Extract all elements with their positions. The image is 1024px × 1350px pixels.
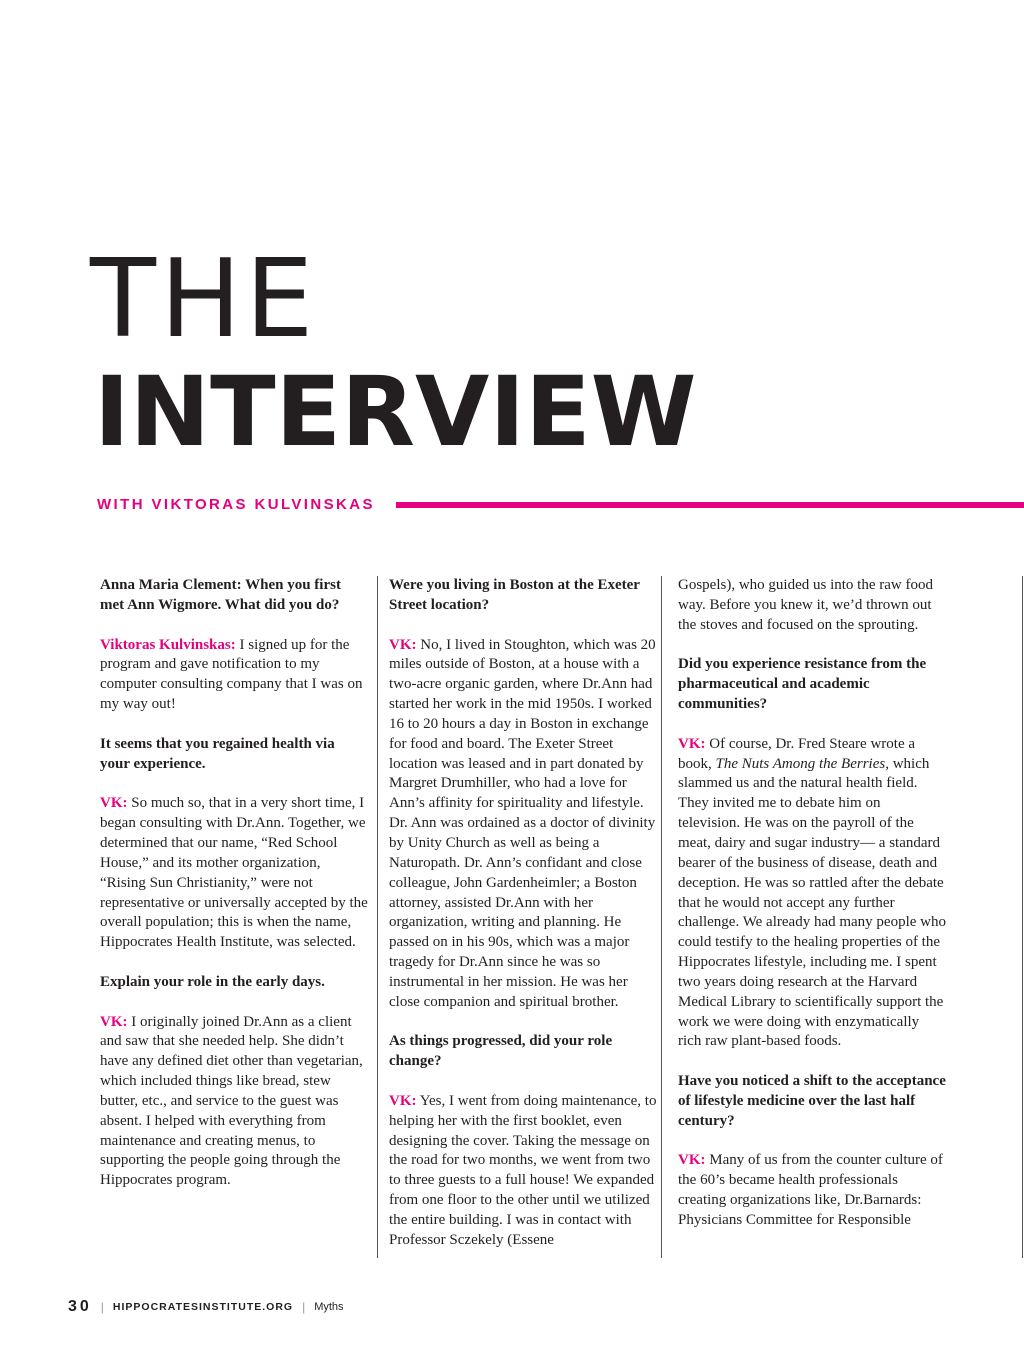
subtitle: WITH VIKTORAS KULVINSKAS <box>97 496 375 513</box>
question: Have you noticed a shift to the acceptance of lifestyle medicine over the last half century? <box>678 1073 946 1129</box>
question: As things progressed, did your role change? <box>389 1033 613 1070</box>
speaker-label: VK: <box>678 735 706 752</box>
page-number: 30 <box>68 1298 92 1315</box>
question: Were you living in Boston at the Exeter Street location? <box>389 577 640 613</box>
speaker-label: VK: <box>389 636 417 653</box>
question: Explain your role in the early days. <box>100 973 325 990</box>
column-divider <box>377 576 378 1258</box>
page-footer <box>68 1298 344 1316</box>
column-2 <box>389 576 657 1271</box>
answer <box>100 636 368 715</box>
speaker-label: VK: <box>678 1152 706 1169</box>
answer-text: Yes, I went from doing maintenance, to helping her with the first booklet, even designing the cover. Taking the message on the road for two months, we went from two to three guests to a full house! We expanded from one floor to the other until we utilized the entire building. I was in contact with Professor Sczekely (Essene <box>389 1092 657 1248</box>
question: Did you experience resistance from the pharmaceutical and academic communities? <box>678 656 927 713</box>
column-divider <box>1022 576 1023 1258</box>
answer-text: Of course, Dr. Fred Steare wrote a book, <box>678 735 916 772</box>
footer-separator: | <box>100 1300 104 1314</box>
accent-rule <box>396 502 1024 508</box>
speaker-label: VK: <box>100 795 128 812</box>
answer <box>678 1151 946 1230</box>
speaker-label: VK: <box>389 1092 417 1109</box>
answer-text: I signed up for the program and gave notification to my computer consulting company that I was on my way out! <box>100 636 363 713</box>
column-divider <box>661 576 662 1258</box>
title-interview: INTERVIEW <box>94 356 697 468</box>
footer-separator: | <box>302 1300 306 1314</box>
answer <box>389 1092 657 1251</box>
site-link[interactable]: HIPPOCRATESINSTITUTE.ORG <box>112 1301 294 1313</box>
answer <box>389 636 657 1013</box>
speaker-label: VK: <box>100 1013 128 1030</box>
question: It seems that you regained health via your experience. <box>100 735 335 772</box>
speaker-label: Viktoras Kulvinskas: <box>100 636 236 653</box>
book-title: The Nuts Among the Berries, <box>715 755 889 772</box>
answer <box>100 1013 368 1192</box>
title-the: THE <box>90 237 318 362</box>
answer-text: I originally joined Dr.Ann as a client and saw that she needed help. She didn’t have any defined diet other than vegetarian, which included things like bread, stew butter, etc., and service to the guest was absent. I helped with everything from maintenance and creating menus, to supporting the people going through the Hippocrates program. <box>100 1013 363 1189</box>
answer-text: No, I lived in Stoughton, which was 20 miles outside of Boston, at a house with a two-acre organic garden, where Dr.Ann had started her work in the mid 1950s. I worked 16 to 20 hours a day in Boston in exchange for food and board. The Exeter Street location was leased and in part donated by Margret Drumhiller, who had a love for Ann’s affinity for spirituality and lifestyle. Dr. Ann was ordained as a doctor of divinity by Unity Church as well as being a Naturopath. Dr. Ann’s confidant and close colleague, John Gardenheimler; a Boston attorney, assisted Dr.Ann with her organization, writing and planning. He passed on in his 90s, which was a major tragedy for Dr.Ann since he was so instrumental in her mission. He was her close companion and spiritual brother. <box>389 636 656 1010</box>
answer-text: which slammed us and the natural health field. They invited me to debate him on television. He was on the payroll of the meat, dairy and sugar industry— a standard bearer of the business of disease, death and deception. He was so rattled after the debate that he would not accept any further challenge. We already had many people who could testify to the healing properties of the Hippocrates lifestyle, including me. I spent two years doing research at the Harvard Medical Library to scientifically support the work we were doing with enzymatically rich raw plant-based foods. <box>678 755 946 1050</box>
answer-text: Many of us from the counter culture of the 60’s became health professionals creating organizations like, Dr.Barnards: Physicians Committee for Responsible <box>678 1152 943 1228</box>
answer-continued: Gospels), who guided us into the raw food way. Before you knew it, we’d thrown out the stoves and focused on the sprouting. <box>678 577 933 633</box>
answer <box>678 735 946 1053</box>
column-3 <box>678 576 946 1251</box>
answer-text: So much so, that in a very short time, I began consulting with Dr.Ann. Together, we determined that our name, “Red School House,” and its mother organization, “Rising Sun Christianity,” were not representative or universally accepted by the overall population; this is when the name, Hippocrates Health Institute, was selected. <box>100 795 368 951</box>
question: Anna Maria Clement: When you first met Ann Wigmore. What did you do? <box>100 577 341 613</box>
section-name: Myths <box>314 1301 344 1313</box>
answer <box>100 794 368 953</box>
column-1 <box>100 576 368 1211</box>
